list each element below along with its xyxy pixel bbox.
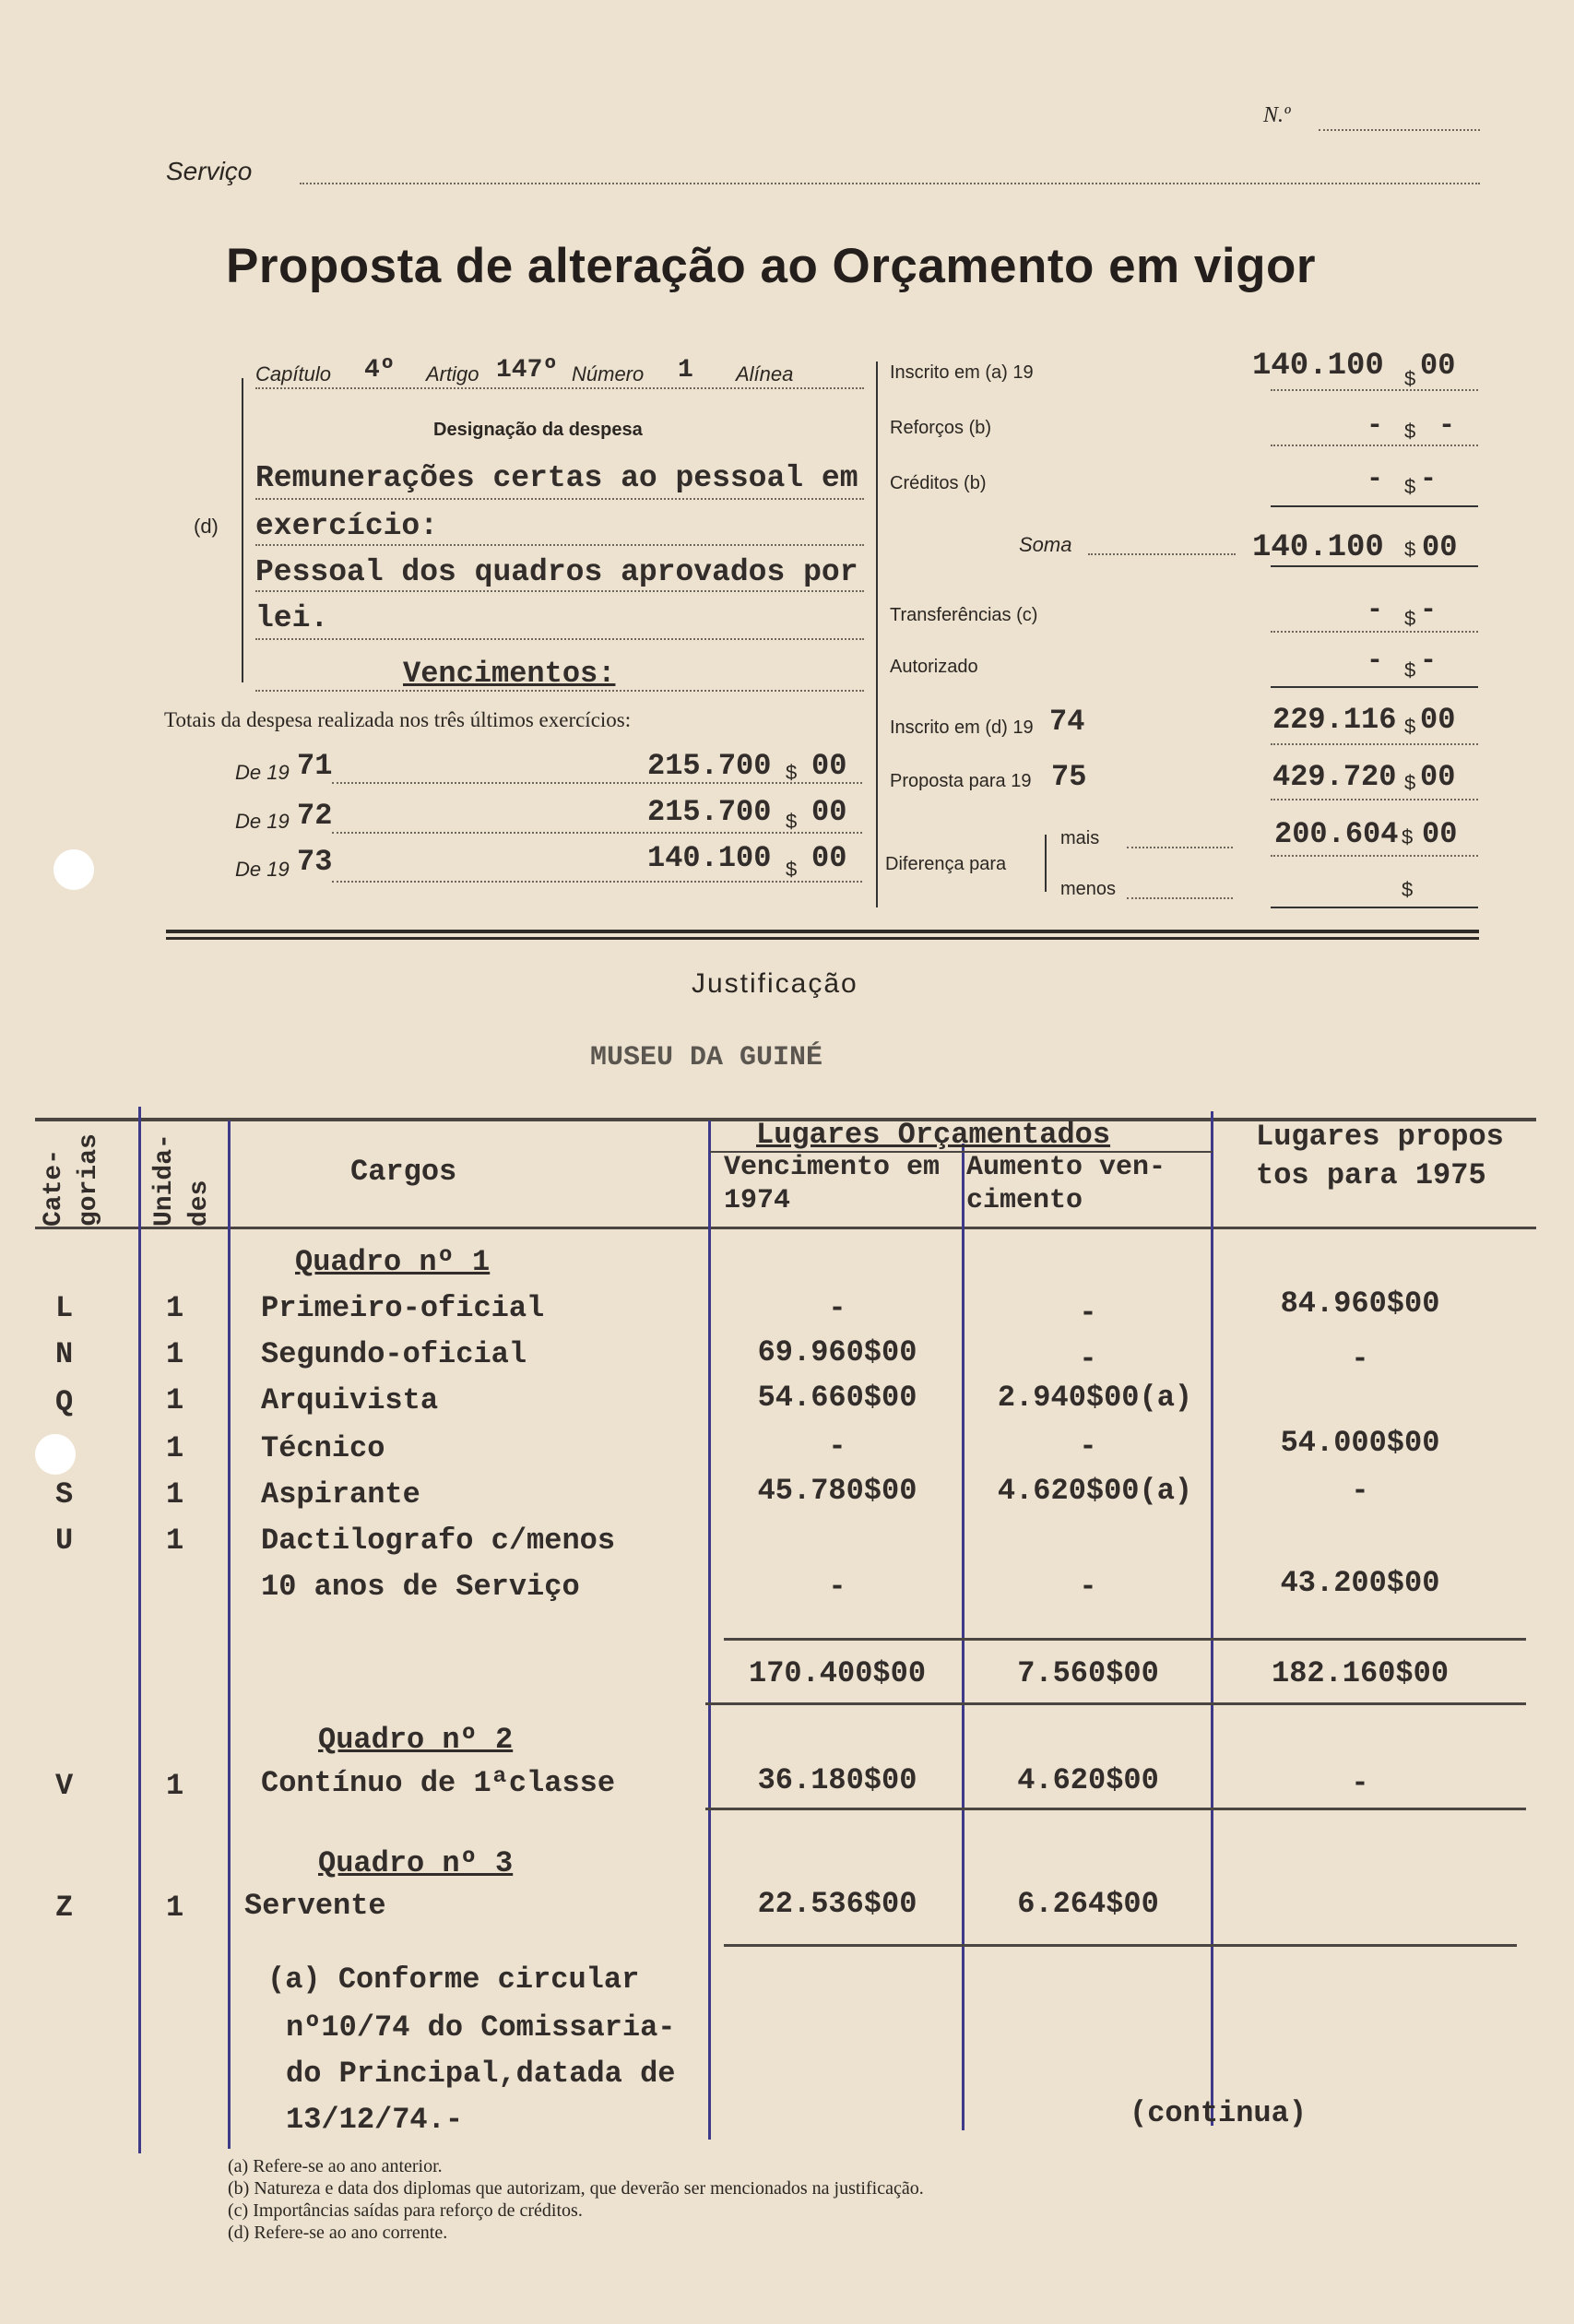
designacao-line-3: Pessoal dos quadros aprovados por (255, 555, 858, 589)
row-q3-venc: 22.536$00 (757, 1887, 917, 1921)
soma-dots (1088, 553, 1236, 555)
designacao-rule-1 (255, 498, 864, 500)
soma-dollar: $ (1404, 538, 1416, 561)
year-1-value: 215.700 (647, 749, 772, 783)
vencimentos-rule (255, 690, 864, 692)
reforcos-cents: - (1438, 410, 1456, 442)
capitulo-value: 4º (364, 356, 396, 385)
menos-rule (1271, 907, 1478, 908)
row-5-cargo: Aspirante (261, 1477, 420, 1512)
reforcos-label: Reforços (b) (890, 418, 992, 438)
row-4-cargo: Técnico (261, 1431, 385, 1465)
autorizado-cents: - (1420, 646, 1438, 677)
year-3-year: 73 (297, 845, 333, 879)
transferencias-value: - (1367, 595, 1384, 626)
row-1-aum: - (1079, 1296, 1097, 1330)
diferenca-label: Diferença para (885, 854, 1007, 874)
year-2-unit: $ (786, 810, 798, 833)
d-label: (d) (194, 515, 219, 538)
soma-value: 140.100 (1252, 530, 1384, 565)
row-7-venc: - (828, 1570, 846, 1604)
designacao-rule-3 (255, 590, 864, 592)
inscrito-dollar: $ (1404, 367, 1416, 390)
row-7-aum: - (1079, 1570, 1097, 1604)
left-brace-line (242, 378, 243, 682)
soma-rule (1271, 565, 1478, 567)
proposta-dollar: $ (1404, 771, 1416, 794)
capitulo-label: Capítulo (255, 362, 331, 385)
note-line-3: do Principal,datada de (286, 2057, 676, 2091)
note-line-2: nº10/74 do Comissaria- (286, 2010, 676, 2045)
header-categorias: Cate-gorias (40, 1133, 103, 1227)
table-header-rule (35, 1227, 1536, 1229)
proposta-rule (1271, 799, 1478, 800)
row-q2-prop: - (1351, 1766, 1369, 1800)
diferenca-brace (1045, 835, 1047, 892)
section-divider (166, 930, 1479, 933)
row-1-venc: - (828, 1291, 846, 1325)
header-unidades: Unida-des (150, 1133, 214, 1227)
year-1-cents: 00 (811, 749, 847, 783)
museum-title: MUSEU DA GUINÉ (590, 1042, 823, 1073)
col-divider-1 (138, 1107, 141, 2153)
creditos-cents: - (1420, 464, 1438, 495)
note-line-4: 13/12/74.- (286, 2103, 464, 2137)
header-aumento: Aumento ven-cimento (966, 1152, 1166, 1216)
row-q3-cat: Z (55, 1891, 74, 1925)
menos-dollar: $ (1402, 878, 1414, 901)
section-divider-2 (166, 937, 1479, 940)
footnote-c: (c) Importâncias saídas para reforço de créditos. (228, 2200, 583, 2221)
mais-rule (1271, 855, 1478, 857)
soma-label: Soma (1019, 533, 1072, 556)
row-1-prop: 84.960$00 (1280, 1286, 1440, 1321)
servico-line (300, 183, 1480, 184)
note-line-1: (a) Conforme circular (267, 1962, 640, 1997)
continua-label: (continua) (1130, 2096, 1308, 2130)
year-1-label: De 19 (235, 761, 290, 784)
col-divider-2 (228, 1120, 231, 2149)
reforcos-value: - (1367, 410, 1384, 442)
inscrito-rule (1271, 389, 1478, 391)
numero-field-label: Número (572, 362, 645, 385)
proposta-year: 75 (1051, 760, 1087, 794)
row-q3-uni: 1 (166, 1891, 184, 1925)
row-q2-cargo: Contínuo de 1ªclasse (261, 1766, 616, 1800)
artigo-value: 147º (496, 356, 559, 385)
creditos-label: Créditos (b) (890, 473, 987, 493)
header-lugares-propostos: Lugares propos tos para 1975 (1256, 1120, 1504, 1192)
year-1-dots (332, 782, 862, 784)
row-3-cargo: Arquivista (261, 1383, 439, 1417)
reforcos-dollar: $ (1404, 420, 1416, 443)
footnote-b: (b) Natureza e data dos diplomas que autorizam, que deverão ser mencionados na justificação. (228, 2178, 924, 2199)
quadro-3-rule (724, 1944, 1517, 1947)
numero-label: N.º (1263, 103, 1291, 127)
year-1-unit: $ (786, 761, 798, 784)
row-2-cat: N (55, 1337, 74, 1371)
row-1-uni: 1 (166, 1291, 184, 1325)
quadro-2-rule (705, 1808, 1526, 1810)
mais-label: mais (1060, 828, 1100, 848)
designacao-line-4: lei. (255, 601, 329, 635)
row-3-cat: Q (55, 1385, 74, 1419)
row-q2-uni: 1 (166, 1769, 184, 1803)
row-q3-cargo: Servente (244, 1889, 386, 1923)
row-4-aum: - (1079, 1429, 1097, 1464)
row-2-cargo: Segundo-oficial (261, 1337, 527, 1371)
row-7-prop: 43.200$00 (1280, 1566, 1440, 1600)
row-2-aum: - (1079, 1342, 1097, 1376)
row-q2-cat: V (55, 1769, 74, 1803)
row-5-cat: S (55, 1477, 74, 1512)
year-3-label: De 19 (235, 858, 290, 881)
year-3-value: 140.100 (647, 841, 772, 875)
justificacao-title: Justificação (692, 968, 858, 999)
row-q2-aum: 4.620$00 (1017, 1763, 1159, 1797)
designacao-rule-2 (255, 544, 864, 546)
row-5-venc: 45.780$00 (757, 1474, 917, 1508)
year-2-label: De 19 (235, 810, 290, 833)
quadro-1-heading: Quadro nº 1 (295, 1245, 491, 1279)
subtotal-aum: 7.560$00 (1017, 1656, 1159, 1690)
mais-dollar: $ (1402, 825, 1414, 848)
footnote-d: (d) Refere-se ao ano corrente. (228, 2223, 448, 2243)
year-3-dots (332, 881, 862, 883)
quadro-2-heading: Quadro nº 2 (318, 1723, 514, 1757)
subtotal-prop: 182.160$00 (1271, 1656, 1450, 1690)
row-1-cat: L (55, 1291, 74, 1325)
autorizado-dollar: $ (1404, 658, 1416, 682)
totais-label: Totais da despesa realizada nos três últimos exercícios: (164, 708, 632, 731)
designacao-rule-4 (255, 638, 864, 640)
row-2-venc: 69.960$00 (757, 1335, 917, 1370)
center-divider (876, 362, 878, 907)
menos-label: menos (1060, 879, 1117, 899)
autorizado-rule (1271, 686, 1478, 688)
row-6-uni: 1 (166, 1524, 184, 1558)
transferencias-dollar: $ (1404, 607, 1416, 630)
mais-cents: 00 (1422, 817, 1458, 851)
proposta-cents: 00 (1420, 760, 1456, 794)
row-4-prop: 54.000$00 (1280, 1426, 1440, 1460)
vencimentos-heading: Vencimentos: (403, 657, 616, 691)
inscrito-d-label: Inscrito em (d) 19 (890, 717, 1034, 738)
row-5-uni: 1 (166, 1477, 184, 1512)
inscrito-d-rule (1271, 743, 1478, 745)
proposta-value: 429.720 (1272, 760, 1397, 794)
row-6-cat: U (55, 1524, 74, 1558)
year-3-cents: 00 (811, 841, 847, 875)
year-2-year: 72 (297, 799, 333, 833)
row-6-cargo: Dactilografo c/menos (261, 1524, 616, 1558)
col-divider-3 (708, 1120, 711, 2140)
row-4-uni: 1 (166, 1431, 184, 1465)
col-divider-4 (962, 1144, 965, 2130)
creditos-value: - (1367, 464, 1384, 495)
punch-hole-bottom (35, 1434, 76, 1475)
year-1-year: 71 (297, 749, 333, 783)
row-3-venc: 54.660$00 (757, 1381, 917, 1415)
quadro-3-heading: Quadro nº 3 (318, 1846, 514, 1880)
numero-line (1319, 129, 1480, 131)
year-2-value: 215.700 (647, 795, 772, 829)
row-2-uni: 1 (166, 1337, 184, 1371)
soma-cents: 00 (1422, 530, 1458, 564)
row-5-aum: 4.620$00(a) (997, 1474, 1193, 1508)
capitulo-line (255, 387, 864, 389)
reforcos-rule (1271, 445, 1478, 446)
header-cargos: Cargos (350, 1155, 457, 1189)
year-3-unit: $ (786, 858, 798, 881)
page-title: Proposta de alteração ao Orçamento em vigor (226, 239, 1316, 293)
header-vencimento-1974: Vencimento em 1974 (724, 1152, 941, 1216)
row-3-uni: 1 (166, 1383, 184, 1417)
artigo-label: Artigo (426, 362, 479, 385)
row-3-aum: 2.940$00(a) (997, 1381, 1193, 1415)
punch-hole-top (53, 849, 94, 890)
row-4-venc: - (828, 1429, 846, 1464)
designacao-line-1: Remunerações certas ao pessoal em (255, 461, 858, 495)
mais-dots (1127, 847, 1233, 848)
col-divider-5 (1211, 1111, 1213, 2126)
inscrito-d-value: 229.116 (1272, 703, 1397, 737)
inscrito-d-year: 74 (1049, 705, 1085, 739)
alinea-label: Alínea (736, 362, 794, 385)
row-2-prop: - (1351, 1342, 1369, 1376)
row-1-cargo: Primeiro-oficial (261, 1291, 545, 1325)
creditos-rule (1271, 505, 1478, 507)
header-lugares-orcamentados: Lugares Orçamentados (756, 1118, 1111, 1152)
numero-value: 1 (678, 356, 693, 385)
proposta-label: Proposta para 19 (890, 771, 1032, 791)
transferencias-rule (1271, 631, 1478, 633)
designacao-line-2: exercício: (255, 509, 439, 543)
autorizado-label: Autorizado (890, 657, 978, 677)
inscrito-d-dollar: $ (1404, 715, 1416, 738)
footnote-a: (a) Refere-se ao ano anterior. (228, 2156, 443, 2176)
transferencias-cents: - (1420, 595, 1438, 626)
transferencias-label: Transferências (c) (890, 605, 1038, 625)
row-5-prop: - (1351, 1474, 1369, 1508)
inscrito-label: Inscrito em (a) 19 (890, 362, 1034, 383)
row-7-cargo: 10 anos de Serviço (261, 1570, 580, 1604)
year-2-cents: 00 (811, 795, 847, 829)
inscrito-d-cents: 00 (1420, 703, 1456, 737)
menos-dots (1127, 897, 1233, 899)
creditos-dollar: $ (1404, 475, 1416, 498)
inscrito-value: 140.100 (1252, 349, 1384, 384)
row-q2-venc: 36.180$00 (757, 1763, 917, 1797)
subtotal-top-rule (724, 1638, 1526, 1641)
subtotal-venc: 170.400$00 (748, 1656, 927, 1690)
subtotal-bottom-rule (705, 1702, 1526, 1705)
autorizado-value: - (1367, 646, 1384, 677)
servico-label: Serviço (166, 157, 253, 185)
year-2-dots (332, 832, 862, 834)
mais-value: 200.604 (1274, 817, 1399, 851)
inscrito-cents: 00 (1420, 349, 1456, 383)
designacao-label: Designação da despesa (433, 420, 643, 440)
row-q3-aum: 6.264$00 (1017, 1887, 1159, 1921)
